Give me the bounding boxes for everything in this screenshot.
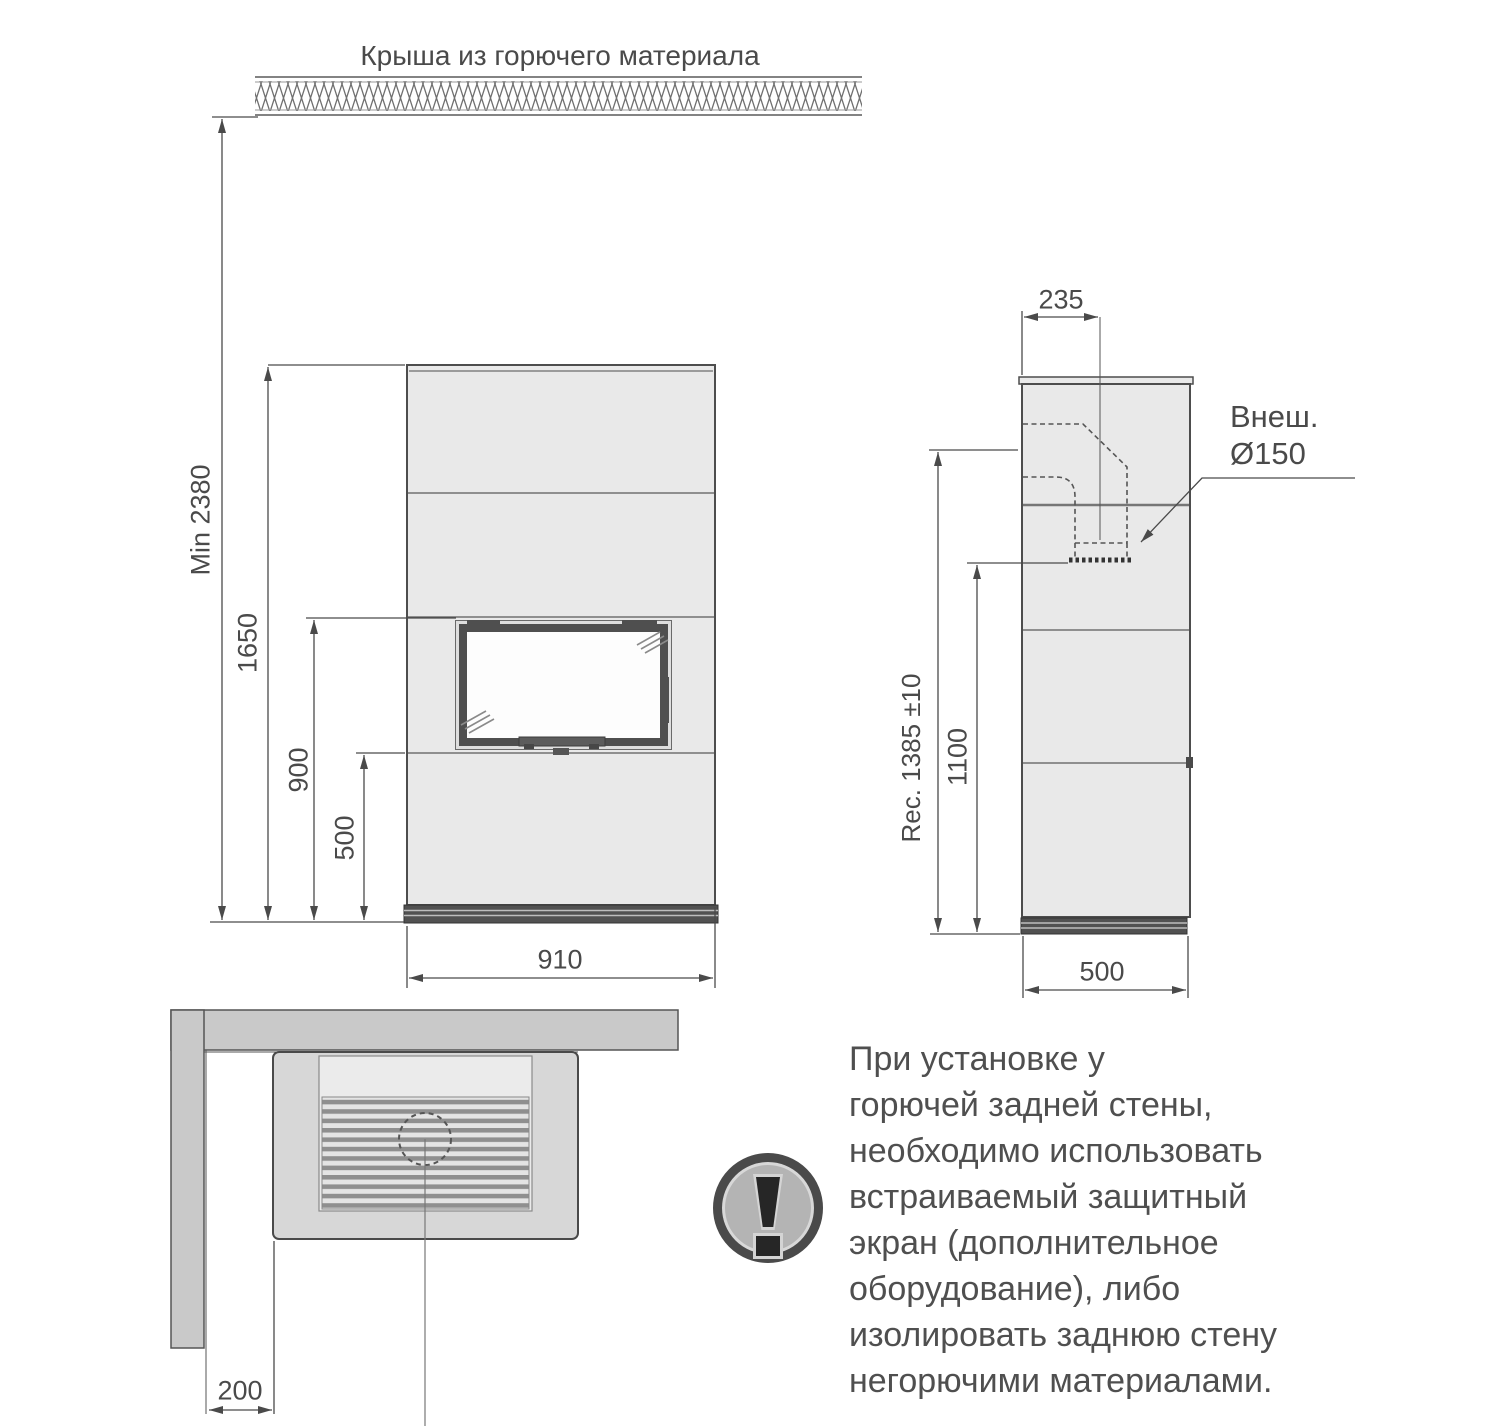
flue-diameter-label-line1: Внеш.	[1230, 399, 1319, 434]
dim-label-1650: 1650	[232, 612, 263, 674]
warning-line: экран (дополнительное	[849, 1224, 1219, 1262]
side-base	[1021, 918, 1187, 934]
dim-label-1100: 1100	[942, 727, 973, 787]
door-hinge-right	[622, 620, 657, 626]
warning-line: При установке у	[849, 1040, 1105, 1078]
warning-line: негорючими материалами.	[849, 1362, 1273, 1400]
dim-label-200: 200	[217, 1375, 263, 1406]
warning-line: изолировать заднюю стену	[849, 1316, 1278, 1354]
exclamation-bar	[753, 1174, 783, 1230]
roof-hatch-band	[255, 77, 862, 115]
dim-label-500-side: 500	[1079, 956, 1125, 987]
plan-view-drawing	[171, 1010, 678, 1426]
plan-side-wall	[171, 1010, 204, 1348]
warning-line: встраиваемый защитный	[849, 1178, 1248, 1216]
front-base	[404, 905, 718, 923]
plan-rear-wall	[171, 1010, 678, 1050]
dim-label-235: 235	[1038, 284, 1084, 315]
flue-diameter-label	[1230, 398, 1319, 472]
dim-label-rec-1385: Rec. 1385 ±10	[896, 673, 926, 843]
side-view-drawing	[1019, 317, 1193, 934]
exclamation-icon	[713, 1153, 823, 1263]
door-latch	[661, 677, 669, 723]
dim-label-min-2380: Min 2380	[185, 464, 216, 576]
roof-title: Крыша из горючего материала	[360, 40, 760, 71]
dim-label-910: 910	[537, 944, 583, 975]
exclamation-dot	[756, 1236, 780, 1256]
front-view-drawing	[404, 365, 740, 923]
warning-line: оборудование), либо	[849, 1270, 1181, 1308]
door-hinge-left	[467, 620, 500, 626]
warning-line: горючей задней стены,	[849, 1086, 1213, 1124]
dim-label-900: 900	[283, 747, 314, 793]
flue-diameter-label-line2: Ø150	[1230, 436, 1306, 471]
dim-label-500-front: 500	[329, 815, 360, 861]
warning-line: необходимо использовать	[849, 1132, 1263, 1170]
warning-text	[849, 1036, 1489, 1404]
